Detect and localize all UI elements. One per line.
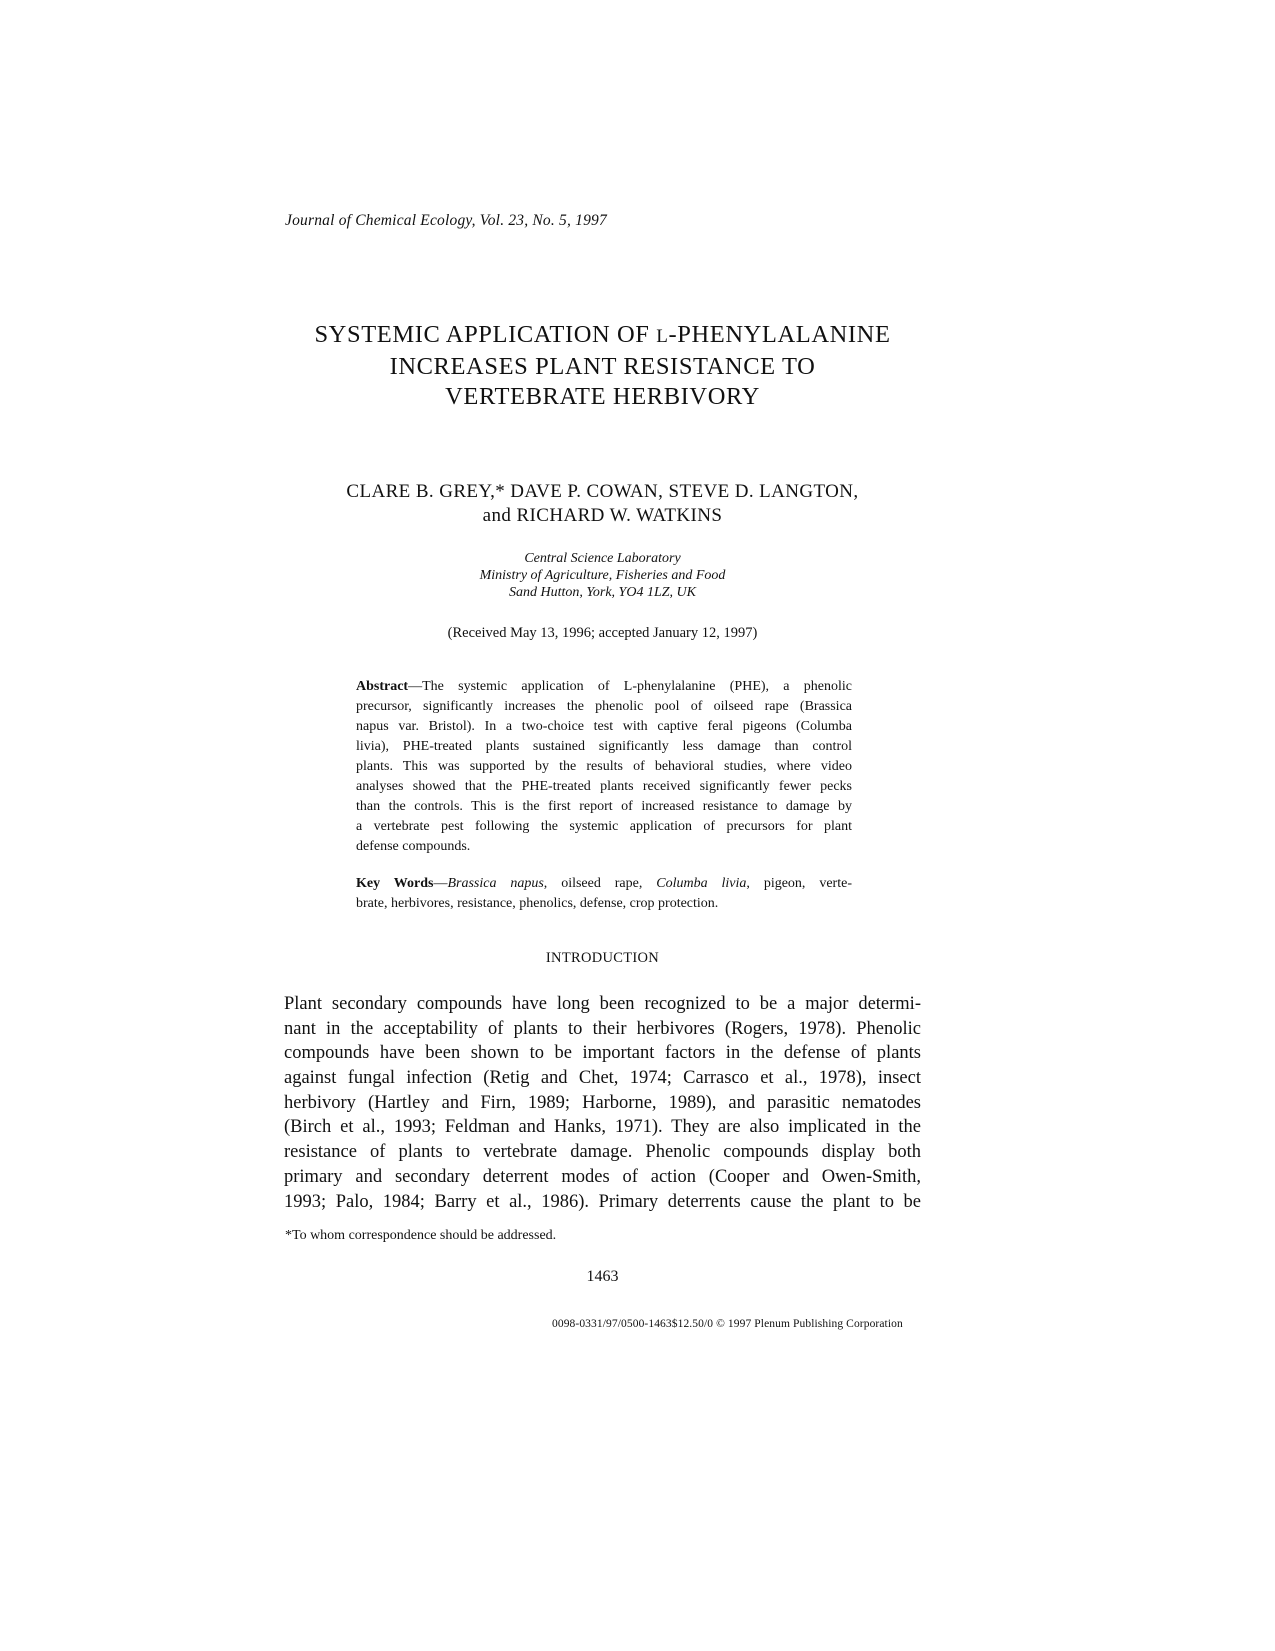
body-line: compounds have been shown to be important factors in the defense of plants [284, 1043, 921, 1064]
body-line: against fungal infection (Retig and Chet, 1974; Carrasco et al., 1978), insect [284, 1068, 921, 1089]
section-heading: INTRODUCTION [545, 950, 660, 966]
affiliation-line-3: Sand Hutton, York, YO4 1LZ, UK [509, 585, 696, 600]
affiliation [0, 550, 1205, 601]
body-line: (Birch et al., 1993; Feldman and Hanks, 1971). They are also implicated in the [284, 1117, 921, 1138]
authors-line-2: and RICHARD W. WATKINS [482, 505, 723, 526]
abstract [356, 677, 852, 857]
keywords-line-2: brate, herbivores, resistance, phenolics, defense, crop protection. [356, 896, 719, 911]
abstract-line: livia), PHE-treated plants sustained significantly less damage than control [356, 739, 852, 754]
body-line: primary and secondary deterrent modes of action (Cooper and Owen-Smith, [284, 1166, 921, 1187]
abstract-line: than the controls. This is the first report of increased resistance to damage by [356, 799, 852, 814]
author-list [0, 480, 1205, 528]
abstract-line: Abstract—The systemic application of L-phenylalanine (PHE), a phenolic [356, 679, 852, 694]
abstract-line: napus var. Bristol). In a two-choice test with captive feral pigeons (Columba [356, 719, 852, 734]
affiliation-line-1: Central Science Laboratory [524, 551, 681, 566]
journal-citation: Journal of Chemical Ecology, Vol. 23, No. 5, 1997 [285, 212, 607, 229]
title-line-2: INCREASES PLANT RESISTANCE TO [389, 353, 816, 380]
footnote: *To whom correspondence should be addressed. [285, 1228, 557, 1243]
page-number: 1463 [586, 1268, 619, 1285]
title-line-1: SYSTEMIC APPLICATION OF L-PHENYLALANINE [314, 321, 891, 348]
article-title [0, 320, 1205, 412]
received-dates: (Received May 13, 1996; accepted January 12, 1997) [447, 625, 758, 641]
abstract-line: analyses showed that the PHE-treated plants received significantly fewer pecks [356, 779, 852, 794]
keywords-label: Key Words [356, 876, 434, 891]
copyright-line: 0098-0331/97/0500-1463$12.50/0 © 1997 Plenum Publishing Corporation [552, 1318, 903, 1330]
body-line: herbivory (Hartley and Firn, 1989; Harborne, 1989), and parasitic nematodes [284, 1092, 921, 1113]
abstract-line: a vertebrate pest following the systemic application of precursors for plant [356, 819, 852, 834]
body-line: nant in the acceptability of plants to their herbivores (Rogers, 1978). Phenolic [284, 1018, 921, 1039]
key-words [356, 874, 852, 914]
abstract-line: precursor, significantly increases the phenolic pool of oilseed rape (Brassica [356, 699, 852, 714]
affiliation-line-2: Ministry of Agriculture, Fisheries and Food [479, 568, 726, 583]
abstract-line: defense compounds. [356, 839, 471, 854]
abstract-line: plants. This was supported by the results of behavioral studies, where video [356, 759, 852, 774]
body-line: 1993; Palo, 1984; Barry et al., 1986). Primary deterrents cause the plant to be [284, 1191, 921, 1212]
body-line: Plant secondary compounds have long been recognized to be a major determi- [284, 994, 921, 1014]
authors-line-1: CLARE B. GREY,* DAVE P. COWAN, STEVE D. LANGTON, [346, 481, 859, 502]
keywords-line-1: Key Words—Brassica napus, oilseed rape, Columba livia, pigeon, verte- [356, 876, 852, 891]
body-line: resistance of plants to vertebrate damage. Phenolic compounds display both [284, 1142, 921, 1163]
introduction-body [284, 992, 921, 1214]
title-line-3: VERTEBRATE HERBIVORY [445, 383, 760, 410]
abstract-label: Abstract [356, 679, 409, 694]
